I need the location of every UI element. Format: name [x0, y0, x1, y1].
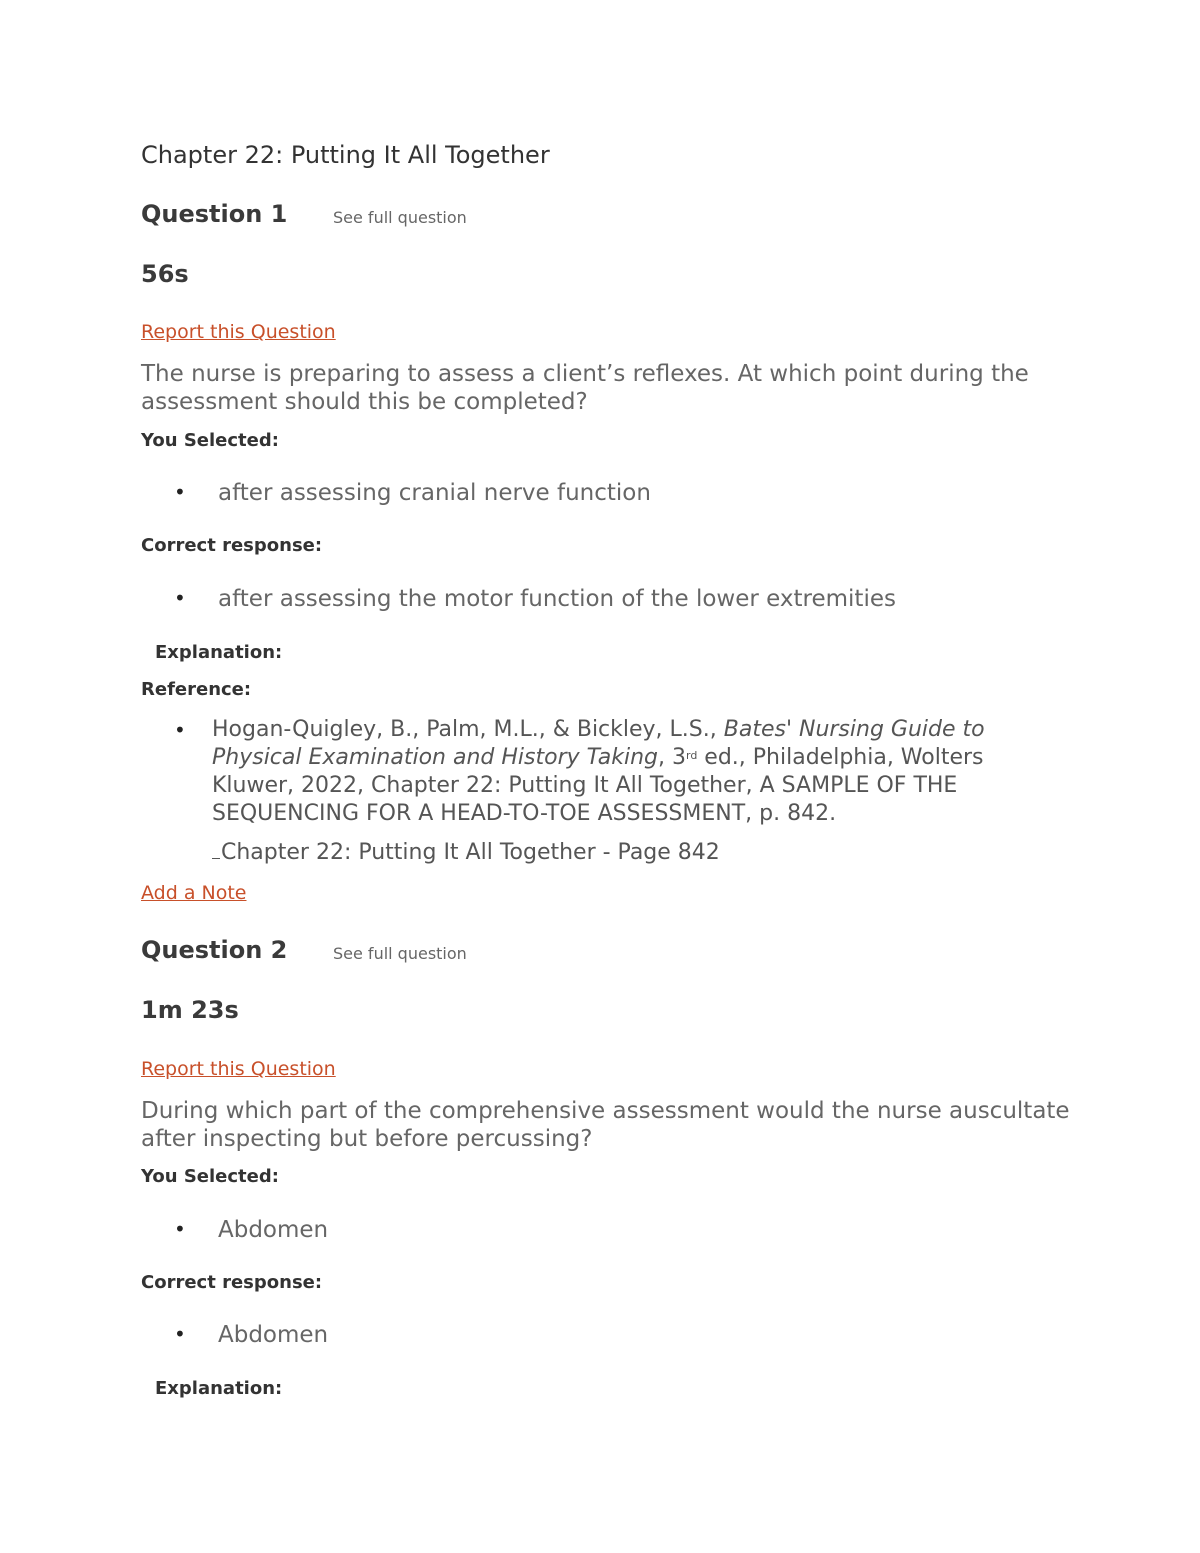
question-2-timer: 1m 23s [141, 996, 239, 1024]
question-2-selected-answer: Abdomen [218, 1217, 329, 1243]
question-2-heading: Question 2 [141, 936, 288, 964]
question-1-reference-label: Reference: [141, 679, 252, 700]
question-2-correct-answer: Abdomen [218, 1322, 329, 1348]
question-1-explanation-label: Explanation: [155, 642, 283, 663]
question-1-see-full-link[interactable]: See full question [333, 208, 467, 227]
bullet-icon: • [174, 480, 186, 504]
bullet-icon: • [174, 1322, 186, 1346]
question-1-text: The nurse is preparing to assess a client’s reflexes. At which point during the assessment should this be completed? [141, 361, 1029, 415]
question-1-heading: Question 1 [141, 200, 288, 228]
question-2-text: During which part of the comprehensive assessment would the nurse auscultate after inspecting but before percussing? [141, 1098, 1070, 1152]
question-2-you-selected-label: You Selected: [141, 1166, 279, 1187]
bullet-icon: • [174, 586, 186, 610]
question-1-timer: 56s [141, 260, 189, 288]
question-1-add-note-link[interactable]: Add a Note [141, 882, 247, 904]
chapter-title: Chapter 22: Putting It All Together [141, 141, 550, 169]
question-1-reference-citation: Hogan-Quigley, B., Palm, M.L., & Bickley, L.S., Bates' Nursing Guide to Physical Examination and History Taking, 3rd ed., Philadelphia, Wolters Kluwer, 2022, Chapter 22: Putting It All Together, A SAMPLE OF THE SEQUENCING FOR A HEAD-TO-TOE ASSESSMENT, p. 842. [212, 717, 985, 826]
question-1-report-link[interactable]: Report this Question [141, 321, 336, 343]
question-2-correct-label: Correct response: [141, 1272, 323, 1293]
bullet-icon: • [174, 718, 186, 742]
question-1-reference-page-link[interactable]: Chapter 22: Putting It All Together - Page 842 [212, 840, 720, 865]
question-1-selected-answer: after assessing cranial nerve function [218, 480, 651, 506]
question-1-correct-answer: after assessing the motor function of the lower extremities [218, 586, 896, 612]
question-2-report-link[interactable]: Report this Question [141, 1058, 336, 1080]
question-2-explanation-label: Explanation: [155, 1378, 283, 1399]
bullet-icon: • [174, 1217, 186, 1241]
question-2-see-full-link[interactable]: See full question [333, 944, 467, 963]
question-1-you-selected-label: You Selected: [141, 430, 279, 451]
question-1-correct-label: Correct response: [141, 535, 323, 556]
